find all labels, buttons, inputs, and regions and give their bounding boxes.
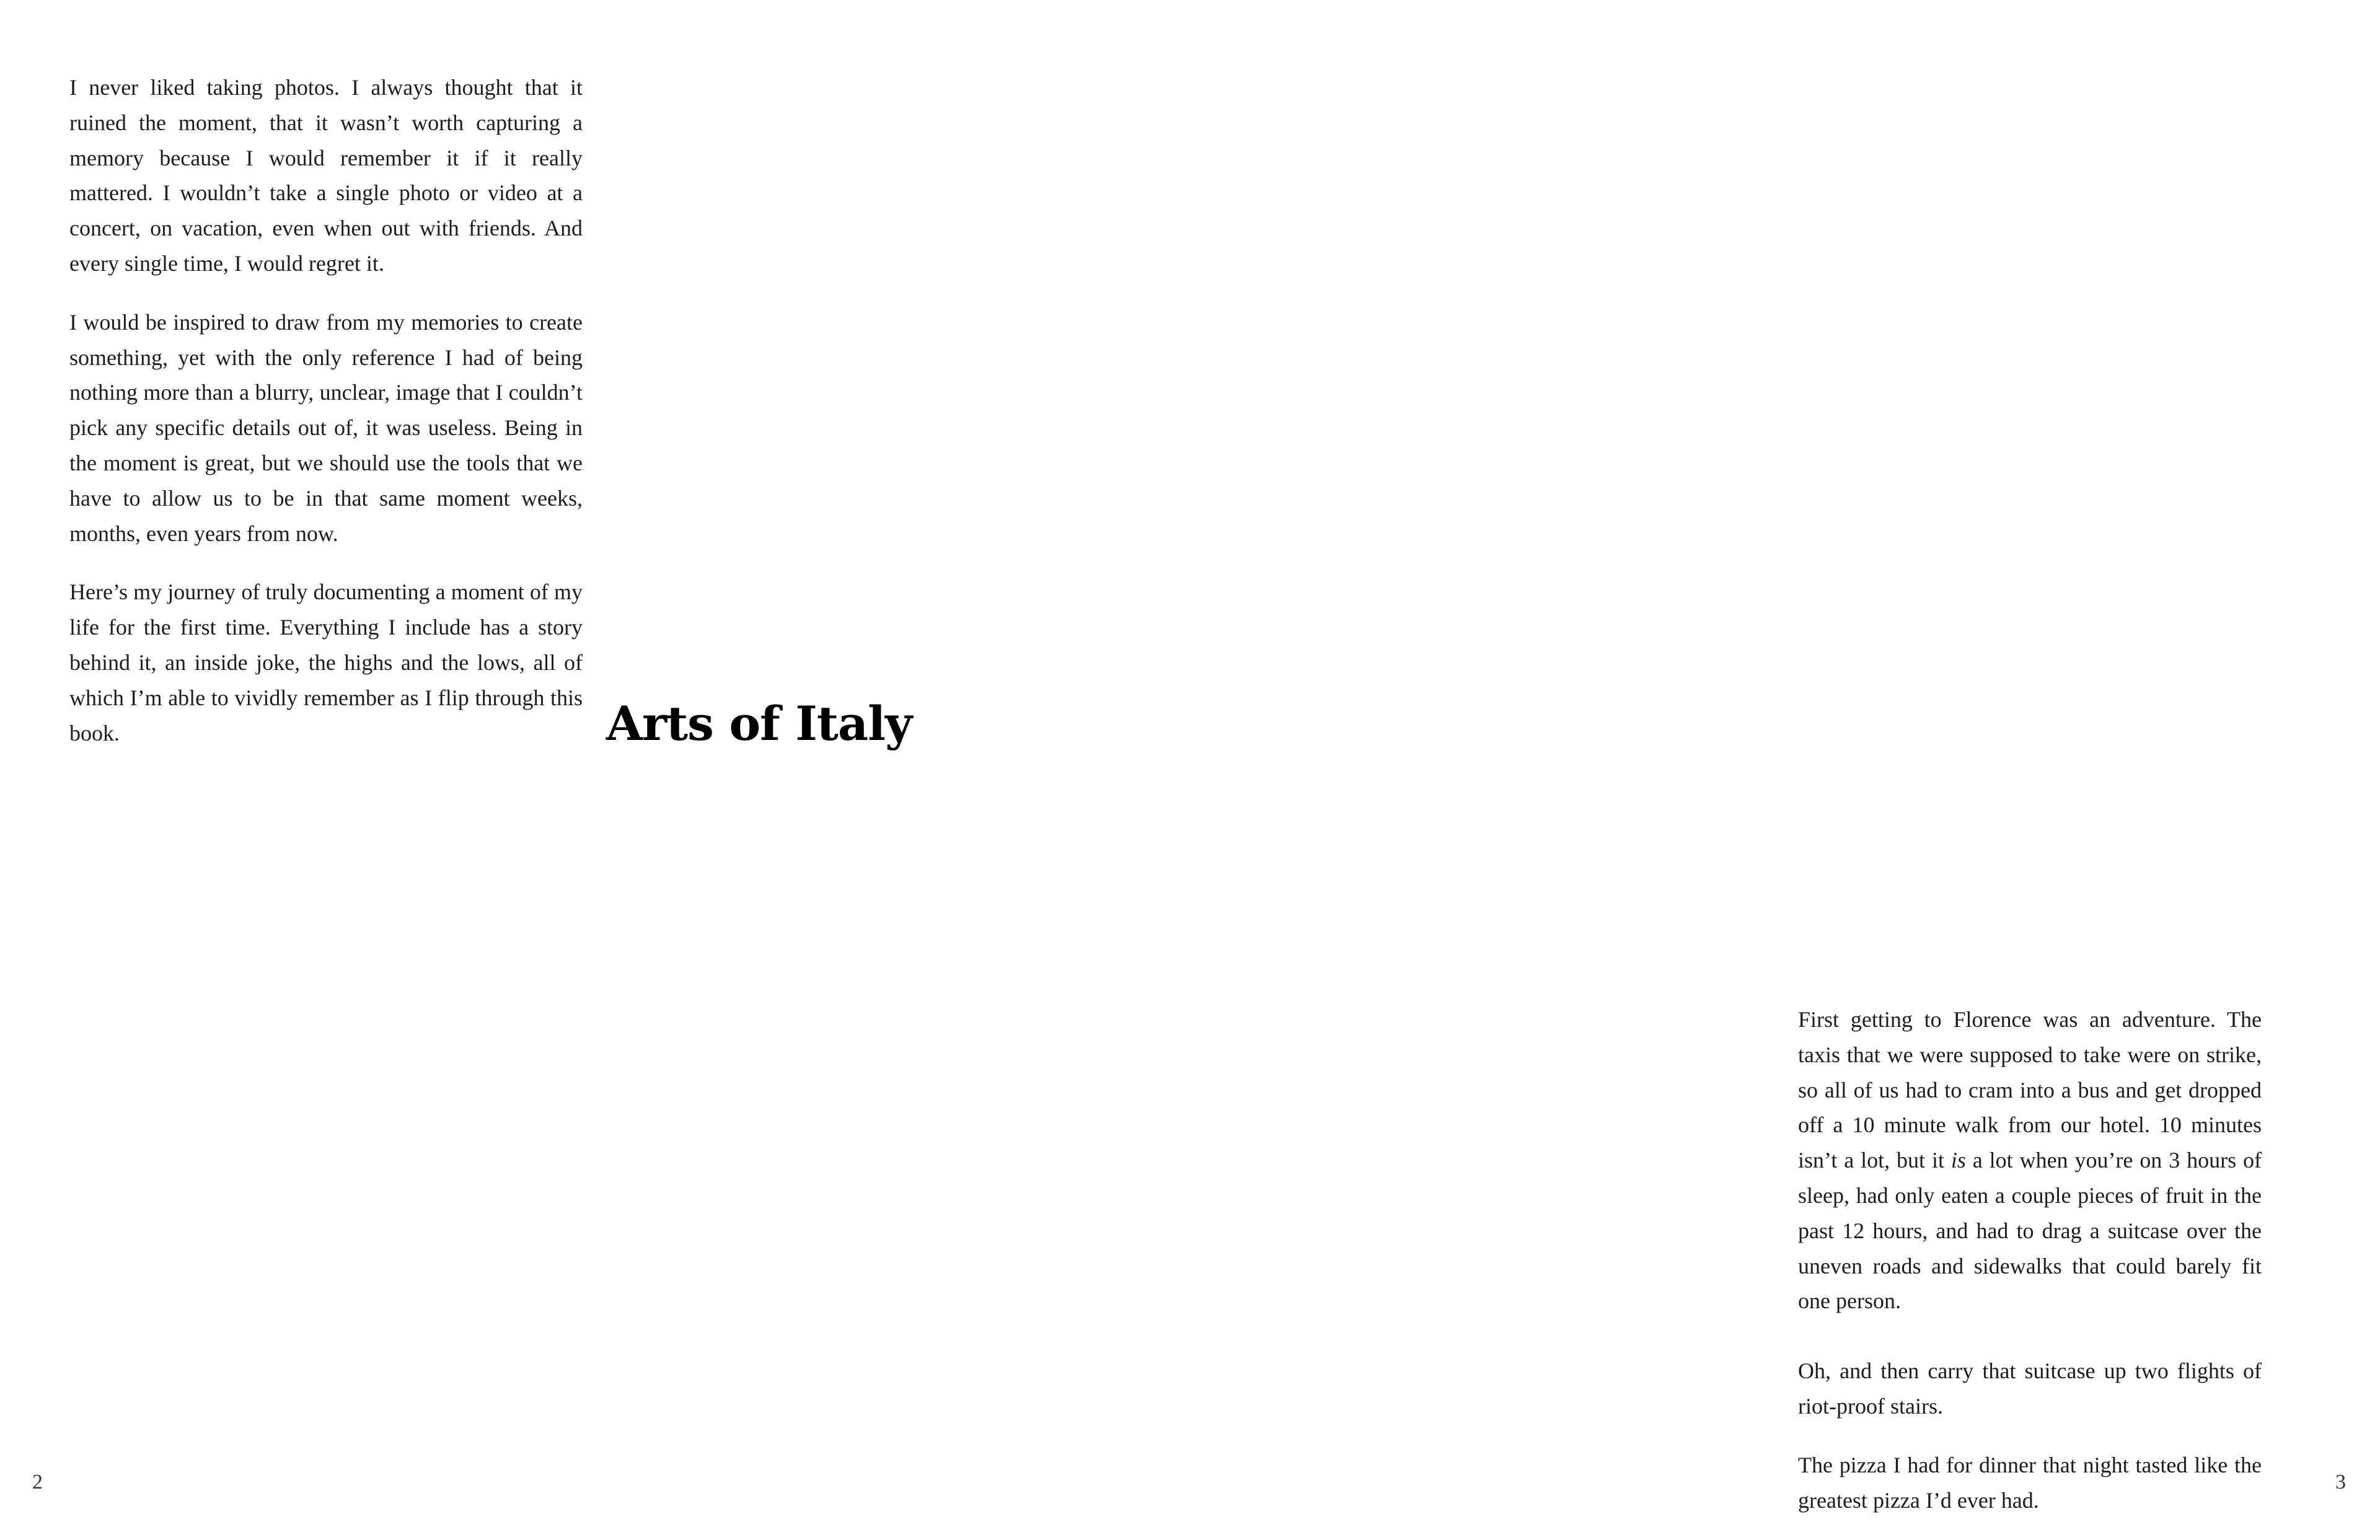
florence-text-block: [1798, 1002, 2262, 1518]
florence-paragraph-1-emphasis: is: [1950, 1148, 1966, 1173]
page-number-right: 3: [2335, 1471, 2346, 1494]
intro-paragraph-2: I would be inspired to draw from my memories to create something, yet with the only reference I had of being nothing more than a blurry, unclear, image that I couldn’t pick any specific details out of, it was useless. Being in the moment is great, but we should use the tools that we have to allow us to be in that same moment weeks, months, even years from now.: [69, 309, 583, 546]
right-page: [1190, 0, 2380, 1540]
intro-text-block: [69, 70, 583, 750]
florence-paragraph-1-start: First getting to Florence was an adventure. The taxis that we were supposed to take were on strike, so all of us had to cram into a bus and get dropped off a 10 minute walk from our hotel. 10 minutes isn’t a lot, but it: [1798, 1007, 2262, 1173]
book-title: Arts of Italy: [606, 696, 912, 751]
page-number-left: 2: [32, 1471, 43, 1494]
florence-paragraph-1: [1798, 1002, 2262, 1319]
florence-paragraph-1-end: a lot when you’re on 3 hours of sleep, had only eaten a couple pieces of fruit in the past 12 hours, and had to drag a suitcase over the uneven roads and sidewalks that could barely fit one person.: [1798, 1148, 2262, 1314]
intro-paragraph-3: Here’s my journey of truly documenting a moment of my life for the first time. Everything I include has a story behind it, an inside joke, the highs and the lows, all of which I’m able to vividly remember as I flip through this book.: [69, 579, 583, 746]
intro-paragraph-1: I never liked taking photos. I always thought that it ruined the moment, that it wasn’t worth capturing a memory because I would remember it if it really mattered. I wouldn’t take a single photo or video at a concert, on vacation, even when out with friends. And every single time, I would regret it.: [69, 75, 583, 276]
florence-paragraph-2: Oh, and then carry that suitcase up two flights of riot-proof stairs.: [1798, 1358, 2262, 1419]
florence-paragraph-3: The pizza I had for dinner that night tasted like the greatest pizza I’d ever had.: [1798, 1452, 2262, 1513]
